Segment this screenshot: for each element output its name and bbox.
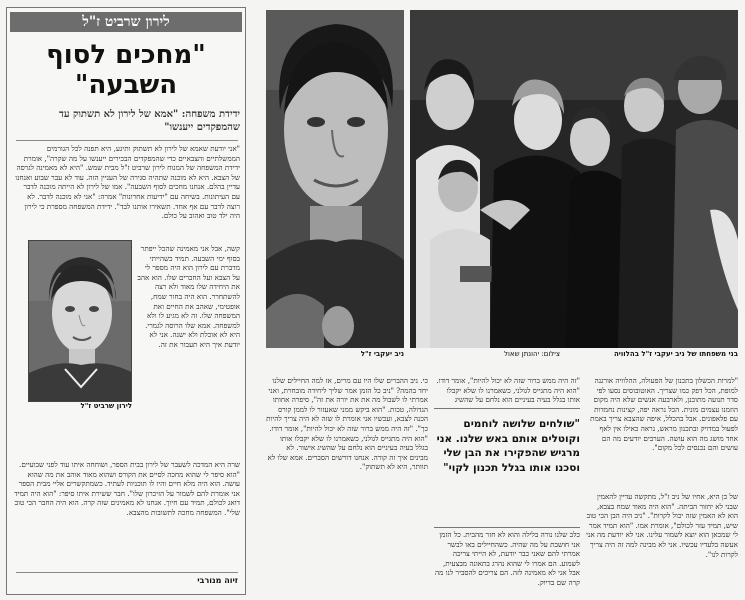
sidebar-body-right: קשה, אבל אני מאמינה שהכל ייפתר בסוף ימי השבעה. תמיד כשהייתי מדברת עם לירון הוא היה מספר לי על הצבא ועל החברים שלו. הוא אהב את היחידה שלו מאוד ולא רצה להשתחרר. הוא היה בחור שמח, אופטימי, שאהב את החיים ואת המשפחה שלו. זה לא מגיע לו ולא למשפחה. אמא שלו הרוסה לגמרי. היא לא אוכלת ולא ישנה. אני לא יודעת איך היא תעבור את זה. <box>137 244 240 349</box>
headline-line-1: "מחכים לסוף <box>46 40 206 70</box>
pull-quote-line-1: "שולחים שלושה לוחמים <box>463 418 580 430</box>
portrait-caption: ניב יעקבי ז"ל <box>360 350 404 358</box>
photo-credit: צילום: יהונתן שאול <box>504 350 560 358</box>
article-col-right-bottom: של כן היא, אחיו של ניב ז"ל, מתקשה עדיין להאמין שבני לא יחזור הביתה. "הוא היה מאוד שמח בצבא, הוא לא האמין שזה יכול לקרות". "ניב היה הבן הכי טוב שיש, תמיד עזר לכולם", אומרת אמו. "הוא תמיד אמר לי שמכאן הוא יוצא לשמור עלינו. אני לא יודעת מה אני אעשה בלעדיו עכשיו. אני לא מבינה למה זה היה צריך לקרות לנו". <box>586 492 738 559</box>
headline-line-2: השבעה" <box>74 70 178 100</box>
portrait-photo <box>266 10 404 348</box>
pull-quote-line-4: וסכנו אותו בגלל תכנון לקוי" <box>443 461 580 474</box>
article-col-left-top: כי. ניב ההברים שלו היו עם מרים, אז למה החיילים שלנו יחד בהמה? "ניב כל הזמן אמר שליך ליחידה מובחרת, ואני אמרתי לו לשבול מה את את יורה את זה", סיפרה אחותו הגדולה, טכות. "הוא ביקש ממני שאעזור לו לממן קורס הכנה לצבא, ועכשיו אני אומרת לו שזה לא היה צריך להיות כך". <box>266 376 428 433</box>
portrait-illustration <box>29 241 132 402</box>
sidebar-photo-caption: לירון שרביט ז"ל <box>80 402 132 410</box>
sidebar-name-banner: לירון שרביט ז"ל <box>10 12 242 32</box>
portrait-illustration <box>266 10 404 348</box>
article-col-mid-bottom: כלב שלנו נורה בלילה והוא לא חזר מהבית. כל הזמן אני חושבת על מה שהיה. כשהחיילים באו לבשר אמרתי להם שאני כבר יודעת, לא הייתי צריכה לשמוע. הם אמרו לי שהוא נהרג בתאונה מבצעית, אבל אני לא מאמינה לזה. הם צריכים להסביר לנו מה קרה שם בדיוק. <box>435 530 580 587</box>
funeral-illustration <box>410 10 738 348</box>
article-col-right-top: "למרות הכשלון בתכנון של הפעולה, ההלוויה אורגנה למופת, הכל דפק כמו שצריך. האוטובוסים נסעו לפי סדר תנועה מתוכנן, ולארבעה אנשים שלא היה מקום הוזמנו עצמים מונית. הכל נראה יפה, קצינות נחמדות עם פלאפונים. אבל בהכלל, איפה שהצבא צריך באמת לפעול במדויק ובתכנון מראש, נראה כאילו אין לאף אחד מושג מה הוא עושה. הערבים יודעים מה הם עושים והם נכנסים לכל מקום". <box>590 376 738 453</box>
divider <box>16 572 238 573</box>
sidebar-subheadline: ידידת משפחה: "אמא של לירון לא תשתוק עד שהמפקדים ייענשו" <box>59 109 240 133</box>
funeral-caption: בני משפחתו של ניב יעקבי ז"ל בהלוויה <box>613 350 738 358</box>
sidebar-headline <box>10 40 242 100</box>
article-col-mid-intro: "זה היה ממש ברור שזה לא יכול להיות", אומר דודו. "הוא היה מתגייס לגולני, כשאמרנו לו שלא יקבלו אותו בגלל בעיה בעיניים הוא נלחם על שהשיג <box>436 376 580 405</box>
article-col-left <box>266 376 428 590</box>
divider <box>16 140 238 141</box>
pull-quote <box>434 408 580 528</box>
article-col-mid-top <box>434 376 580 406</box>
funeral-photo <box>410 10 738 348</box>
sidebar-portrait-photo <box>28 240 132 402</box>
pull-quote-line-2: וקוטלים אותם באש שלנו. אני <box>436 432 580 445</box>
pull-quote-line-3: מרגיש שהפקירו את הבן שלי <box>443 447 580 459</box>
article-col-left-mid: "זה היה ממש ברור שזה לא יכול להיות", אומר דודו. "הוא היה מתגייס לגולני, כשאמרנו לו שלא יקבלו אותו בגלל בעיה בעיניים הוא נלחם על שהשיג אישור. לא מבינים איך זה קורה. אנחנו דורשים הסברים. אמא שלו לא תוותר, היא לא תשתוק". <box>267 423 428 472</box>
sidebar-body-top: "אני יודעת שאמא של לירון לא תשתוק ותיגע, היא תפנה לכל הגורמים הממשלתיים והצבאיים כדי שהמפקדים הבכירים ייענשו על מה שקרה", אומרת ידידת המשפחה של המנוח לירון שרביט ז"ל מבית שמש. "היא לא מאמינה לגרסה של הצבא. היא לא מוכנה שתהיה סגירה של העניין הזה. עוד לא עבר שבוע ואנחנו עדיין בהלם. אנחנו מחכים לסוף השבעה". אמו של לירון לא הייתה מוכנה לדבר עם העיתונות. בשיחה עם "ידיעות אחרונות" אמרה: "אני לא מוכנה לדבר. לא רוצה לדבר עם אף אחד. תשאירו אותנו לבד". ידידת המשפחה מספרת כי לירון היה ילד טוב ואהוב על כולם. <box>15 144 240 221</box>
sidebar-body-bottom: שרה היא המדכה לשעבר של לירון בבית הספר, ושוחחה איתו עוד לפני שבועיים. "הוא סיפר לי שהוא מחכה לסיים את הקורס ושהוא מאוד אוהב את מה שהוא עושה. הוא היה מלא חיים והיו לו תוכניות לעתיד. כשמתקשרים אליי מבית הספר אני אומרת להם לשמור על הזיכרון שלו". חבר ששירת איתו סיפר: "הוא היה תמיד דואג לכולם, תמיד עם חיוך. אנחנו לא מאמינים שזה קרה. הוא היה החבר הכי טוב שלי". המשפחה מחכה לתשובות מהצבא. <box>14 460 240 517</box>
sidebar-byline: זיוה מנורבי <box>197 576 238 585</box>
